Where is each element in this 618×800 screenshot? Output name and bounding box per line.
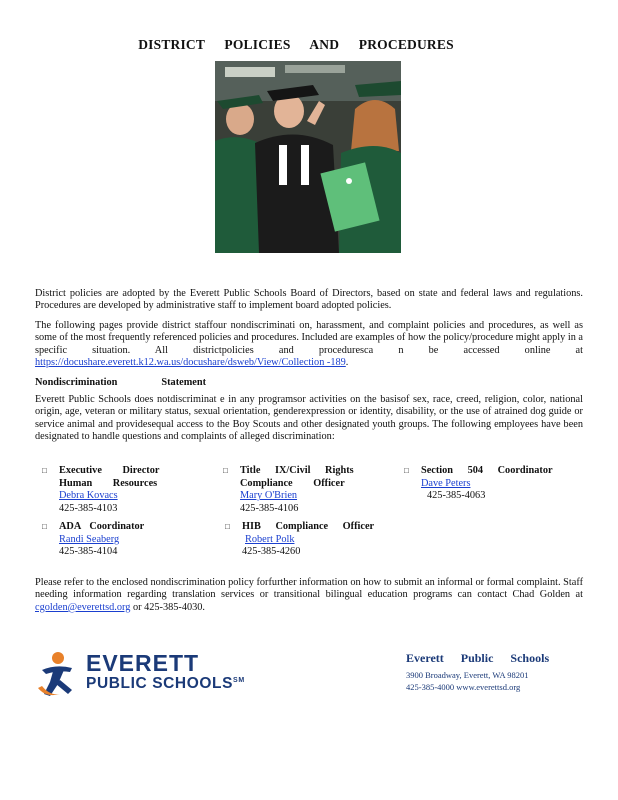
policies-end: .	[345, 357, 349, 369]
docushare-link[interactable]: https://docushare.everett.k12.wa.us/docushare/dsweb/View/Collection -189	[35, 357, 346, 369]
street-address: 3900 Broadway, Everett, WA 98201	[406, 670, 529, 680]
square-bullet-icon: □	[42, 522, 47, 531]
square-bullet-icon: □	[404, 466, 409, 475]
logo-line2-text: PUBLIC SCHOOLS	[86, 675, 234, 692]
footer-address-block	[406, 651, 549, 692]
square-bullet-icon: □	[225, 522, 230, 531]
contact-title-ix	[223, 465, 354, 515]
nondiscrimination-paragraph: Everett Public Schools does notdiscriminat e in any programsor activities on the basisof sex, race, creed, religion, color, national origin, age, veteran or military status, sexual orientation, genderexpression or identity, disability, or the use of atrained dog guide or service animal and providesequal access to the Boy Scouts and other designated youth groups. The following employees have been designated to handle questions and complaints of alleged discrimination:	[35, 394, 583, 443]
contact-name-link[interactable]: Mary O'Brien	[240, 490, 298, 502]
page-title: DISTRICT POLICIES AND PROCEDURES	[138, 37, 454, 52]
contact-phone: 425-385-4103	[59, 502, 118, 514]
contact-phone: 425-385-4260	[242, 546, 301, 558]
phone-website: 425-385-4000 www.everettsd.org	[406, 682, 521, 692]
square-bullet-icon: □	[223, 466, 228, 475]
graduation-photo-illustration	[215, 61, 401, 253]
closing-text: Please refer to the enclosed nondiscrimination policy forfurther information on how to submit an informal or formal complaint. Staff needing information regarding translation services or transitional bilingual education programs can contact Chad Golden at	[35, 577, 583, 601]
contact-ada	[42, 521, 145, 559]
runner-figure-logo-icon	[36, 650, 82, 700]
contact-role-line2: Compliance Officer	[240, 477, 345, 489]
logo-line1: EVERETT	[86, 650, 200, 676]
contact-role: HIB Compliance Officer	[242, 521, 375, 532]
closing-end: or 425-385-4030.	[132, 601, 206, 613]
contact-name-link[interactable]: Randi Seaberg	[59, 533, 120, 545]
contact-section-504	[404, 465, 553, 503]
contact-role: Title IX/Civil Rights	[240, 465, 354, 476]
contact-role-line2: Human Resources	[59, 477, 158, 489]
contact-executive-director	[42, 465, 160, 515]
contact-phone: 425-385-4104	[59, 546, 118, 558]
contact-name-link[interactable]: Dave Peters	[421, 477, 471, 489]
section-heading	[35, 377, 206, 388]
email-link[interactable]: cgolden@everettsd.org	[35, 601, 131, 613]
district-logo	[36, 650, 276, 702]
section-heading-part1: Nondiscrimination	[35, 377, 118, 388]
policies-text: The following pages provide district staffour nondiscriminati on, harassment, and complaint policies and procedures, as well as some of the most frequently referenced policies and procedures. Included are examples of how the policy/procedure might apply in a specific situation. All districtpolicies and proceduresca n be accessed online at	[35, 320, 583, 356]
logo-line2	[86, 675, 245, 693]
contact-phone: 425-385-4106	[240, 502, 299, 514]
contact-role: Section 504 Coordinator	[421, 465, 553, 476]
contact-role: ADA Coordinator	[59, 521, 145, 532]
closing-paragraph	[35, 577, 583, 614]
section-heading-part2: Statement	[161, 377, 206, 388]
contact-name-link[interactable]: Robert Polk	[245, 533, 295, 545]
intro-paragraph: District policies are adopted by the Everett Public Schools Board of Directors, based on state and federal laws and regulations. Procedures are developed by administrative staff to implement board adopted policies.	[35, 288, 583, 312]
org-name: Everett Public Schools	[406, 651, 550, 665]
contact-hib	[225, 521, 375, 559]
contact-name-link[interactable]: Debra Kovacs	[59, 490, 118, 502]
square-bullet-icon: □	[42, 466, 47, 475]
service-mark: SM	[233, 676, 245, 684]
policies-paragraph	[35, 320, 583, 370]
contact-phone: 425-385-4063	[427, 490, 486, 502]
graduation-photo	[215, 61, 401, 253]
contact-role: Executive Director	[59, 465, 160, 476]
